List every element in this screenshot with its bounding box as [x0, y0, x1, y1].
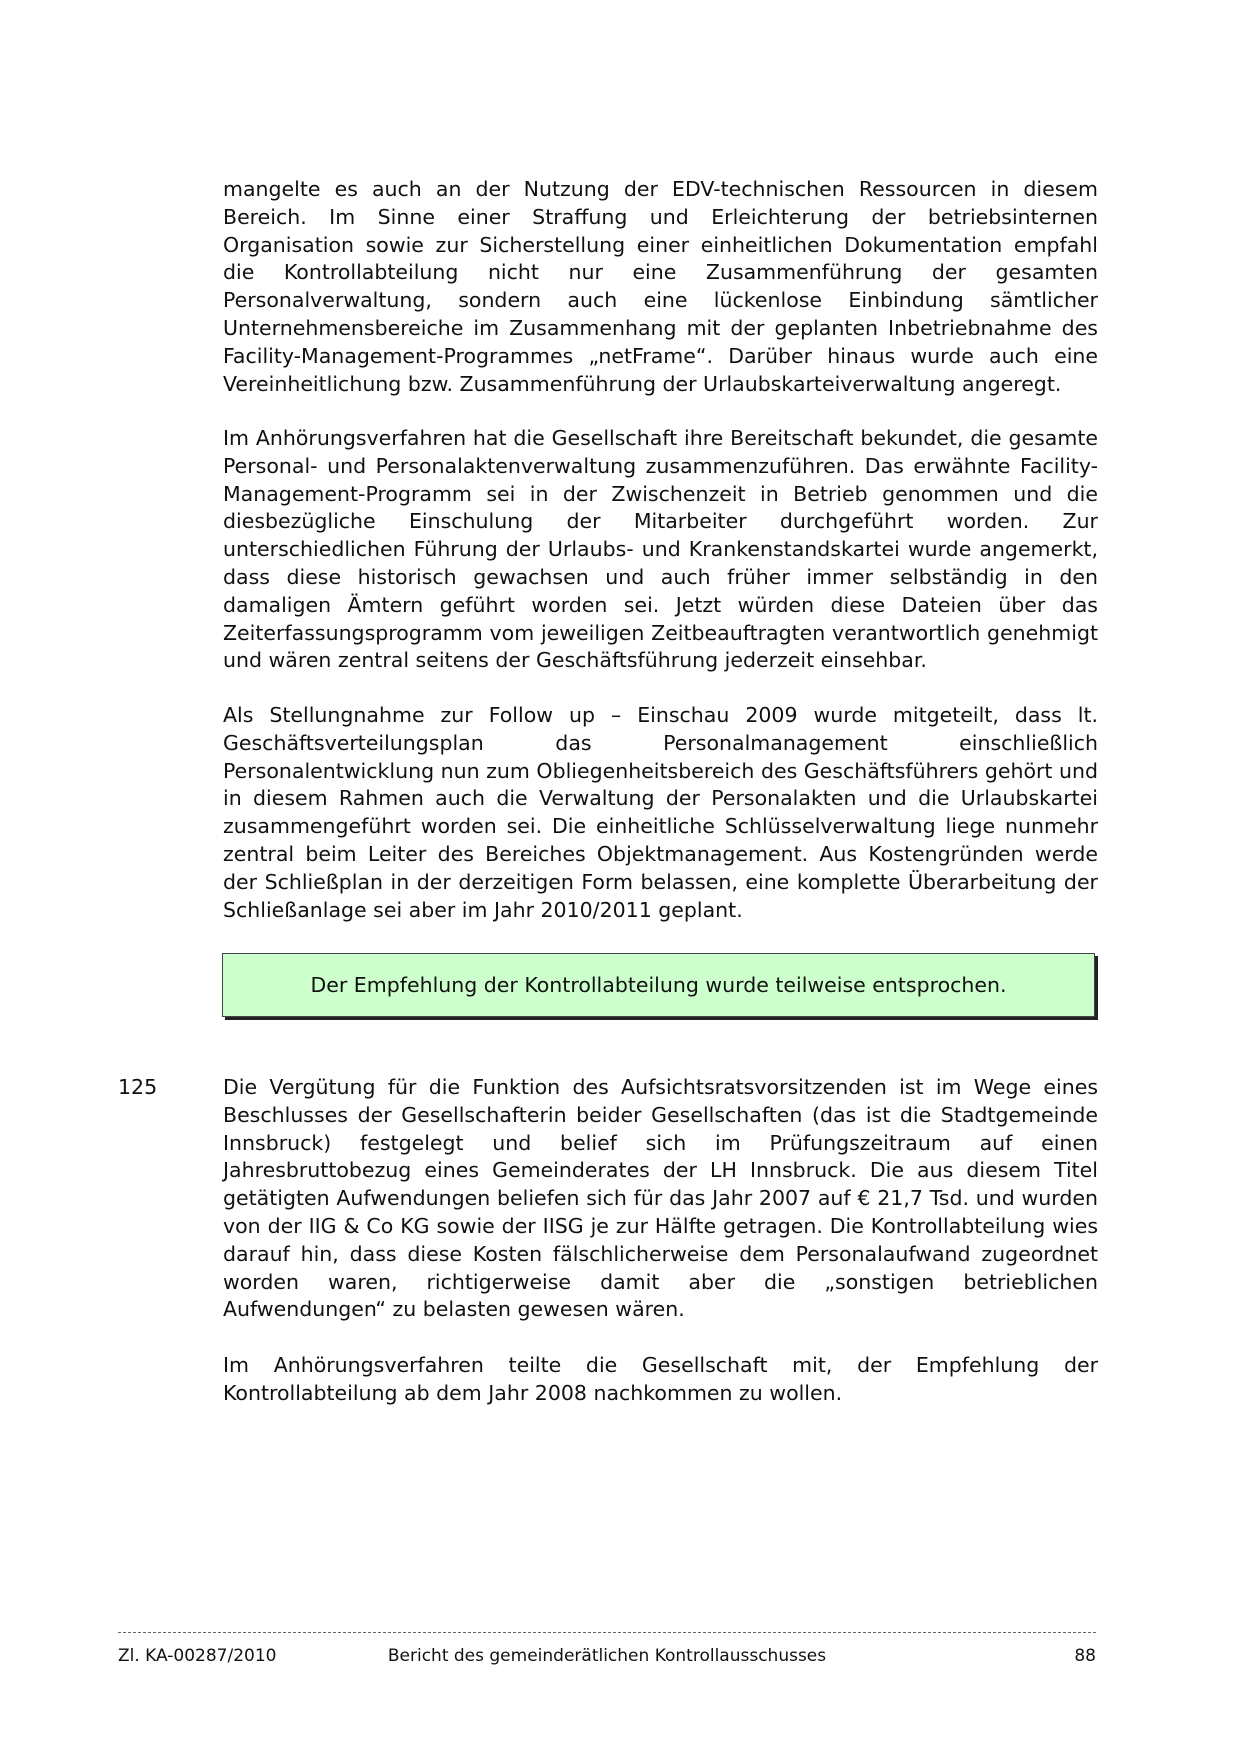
result-box	[222, 953, 1095, 1017]
body-paragraph: Als Stellungnahme zur Follow up – Einschau 2009 wurde mitgeteilt, dass lt. Geschäftsverteilungsplan das Personalmanagement einschließlich Personalentwicklung nun zum Obliegenheitsbereich des Geschäftsführers gehört und in diesem Rahmen auch die Verwaltung der Personalakten und die Urlaubskartei zusammengeführt worden sei. Die einheitliche Schlüsselverwaltung liege nunmehr zentral beim Leiter des Bereiches Objektmanagement. Aus Kostengründen werde der Schließplan in der derzeitigen Form belassen, eine komplette Überarbeitung der Schließanlage sei aber im Jahr 2010/2011 geplant.	[223, 703, 1098, 922]
body-paragraph: mangelte es auch an der Nutzung der EDV-technischen Ressourcen in diesem Bereich. Im Sinne einer Straffung und Erleichterung der betriebsinternen Organisation sowie zur Sicherstellung einer einheitlichen Dokumentation empfahl die Kontrollabteilung nicht nur eine Zusammenführung der gesamten Personalverwaltung, sondern auch eine lückenlose Einbindung sämtlicher Unternehmensbereiche im Zusammenhang mit der geplanten Inbetriebnahme des Facility-Management-Programmes „netFrame“. Darüber hinaus wurde auch eine Vereinheitlichung bzw. Zusammenführung der Urlaubskarteiverwaltung angeregt.	[223, 177, 1098, 396]
footer-title: Bericht des gemeinderätlichen Kontrollausschusses	[387, 1646, 827, 1666]
footer-divider	[118, 1632, 1096, 1633]
page-footer	[118, 1644, 1096, 1668]
body-paragraph: Im Anhörungsverfahren hat die Gesellschaft ihre Bereitschaft bekundet, die gesamte Personal- und Personalaktenverwaltung zusammenzuführen. Das erwähnte Facility-Management-Programm sei in der Zwischenzeit in Betrieb genommen und die diesbezügliche Einschulung der Mitarbeiter durchgeführt worden. Zur unterschiedlichen Führung der Urlaubs- und Krankenstandskartei wurde angemerkt, dass diese historisch gewachsen und auch früher immer selbständig in den damaligen Ämtern geführt worden sei. Jetzt würden diese Dateien über das Zeiterfassungsprogramm vom jeweiligen Zeitbeauftragten verantwortlich genehmigt und wären zentral seitens der Geschäftsführung jederzeit einsehbar.	[223, 426, 1098, 673]
page-number: 88	[1074, 1646, 1096, 1666]
body-paragraph: Die Vergütung für die Funktion des Aufsichtsratsvorsitzenden ist im Wege eines Beschlusses der Gesellschafterin beider Gesellschaften (das ist die Stadtgemeinde Innsbruck) festgelegt und belief sich im Prüfungszeitraum auf einen Jahresbruttobezug eines Gemeinderates der LH Innsbruck. Die aus diesem Titel getätigten Aufwendungen beliefen sich für das Jahr 2007 auf € 21,7 Tsd. und wurden von der IIG & Co KG sowie der IISG je zur Hälfte getragen. Die Kontrollabteilung wies darauf hin, dass diese Kosten fälschlicherweise dem Personalaufwand zugeordnet worden waren, richtigerweise damit aber die „sonstigen betrieblichen Aufwendungen“ zu belasten gewesen wären.	[223, 1075, 1098, 1322]
result-box-text: Der Empfehlung der Kontrollabteilung wurde teilweise entsprochen.	[310, 973, 1007, 997]
paragraph-number: 125	[118, 1075, 158, 1099]
footer-reference: Zl. KA-00287/2010	[118, 1646, 277, 1666]
body-paragraph: Im Anhörungsverfahren teilte die Gesellschaft mit, der Empfehlung der Kontrollabteilung ab dem Jahr 2008 nachkommen zu wollen.	[223, 1353, 1098, 1405]
